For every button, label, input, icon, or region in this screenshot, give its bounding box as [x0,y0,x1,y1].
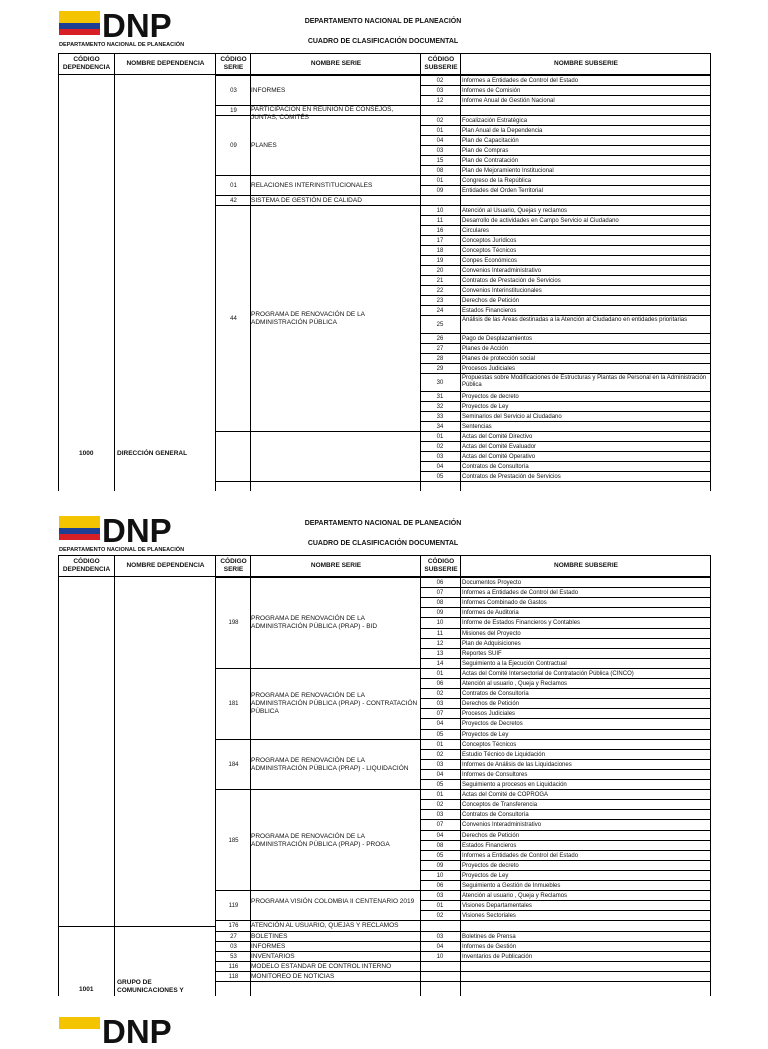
subserie-nombre: Conceptos Técnicos [462,741,517,748]
classification-table [58,555,711,996]
subserie-codigo: 08 [436,600,444,607]
subserie-codigo: 01 [436,903,444,910]
subserie-codigo: 27 [436,346,444,352]
serie-nombre: SISTEMA DE GESTIÓN DE CALIDAD [251,197,362,204]
subserie-codigo: 14 [436,660,444,667]
subserie-nombre: Convenios Interadministrativo [462,268,542,274]
subserie-nombre: Convenios Interinstitucionales [462,288,542,294]
subserie-codigo: 01 [436,434,444,440]
subserie-row [421,373,711,392]
subserie-nombre: Derechos de Petición [462,298,520,304]
serie-nombre: INFORMES [251,87,286,94]
subserie-nombre: Informes de Consultores [462,771,528,778]
subserie-codigo: 02 [436,691,444,698]
subserie-codigo: 20 [436,268,444,274]
serie-nombre: PROGRAMA DE RENOVACIÓN DE LA ADMINISTRACIÓN PÚBLICA (PRAP) - LIQUIDACIÓN [251,756,409,772]
subserie-codigo: 02 [436,802,444,809]
subserie-row [421,315,711,334]
subserie-nombre: Visiones Departamentales [462,903,532,910]
document-title: DEPARTAMENTO NACIONAL DE PLANEACIÓN [304,520,462,527]
subserie-nombre: Misiones del Proyecto [462,630,521,637]
subserie-codigo: 04 [436,771,444,778]
subserie-nombre: Atención al Usuario, Quejas y reclamos [462,208,568,214]
serie-codigo: 118 [228,973,239,980]
subserie-codigo: 03 [436,454,444,460]
subserie-codigo: 24 [436,308,444,314]
subserie-codigo: 07 [436,711,444,718]
subserie-codigo: 16 [436,228,444,234]
subserie-codigo: 03 [436,933,444,940]
subserie-nombre: Sentencias [462,424,492,430]
subserie-nombre: Circulares [462,228,490,234]
subserie-codigo: 05 [436,852,444,859]
serie-nombre: RELACIONES INTERINSTITUCIONALES [251,182,373,189]
svg-text:DNP: DNP [102,1013,172,1049]
subserie-codigo: 03 [436,893,444,900]
subserie-nombre: Contratos de Consultoría [462,812,529,819]
subserie-codigo: 09 [436,188,444,194]
serie-block [216,577,421,669]
subserie-codigo: 01 [436,792,444,799]
document-subtitle: CUADRO DE CLASIFICACIÓN DOCUMENTAL [307,540,459,547]
subserie-nombre: Informe de Estados Financieros y Contables [462,620,581,627]
document-page-1 [0,0,768,495]
subserie-nombre: Desarrollo de actividades en Campo Servicio al Ciudadano [462,218,619,224]
serie-codigo: 44 [230,316,237,322]
subserie-nombre: Atención al usuario , Queja y Reclamos [462,681,568,687]
serie-codigo: 19 [230,108,237,114]
subserie-codigo: 05 [436,782,444,788]
subserie-codigo: 08 [436,168,444,174]
subserie-codigo: 17 [436,238,444,244]
table-header [59,556,711,577]
serie-codigo: 01 [230,183,237,189]
serie-nombre: ATENCIÓN AL USUARIO, QUEJAS Y RECLAMOS [251,922,399,930]
header-codigo-dependencia: CÓDIGO DEPENDENCIA [62,56,111,71]
serie-block [216,75,421,106]
document-title: DEPARTAMENTO NACIONAL DE PLANEACIÓN [304,18,462,25]
dnp-logo-partial [59,1013,207,1049]
subserie-nombre: Propuestas sobre Modificaciones de Estructuras y Plantas de Personal en la Administración Pública [462,375,707,388]
serie-block [216,205,421,432]
subserie-nombre: Conpes Económicos [462,258,518,264]
dependencia-codigo: 1000 [79,450,94,457]
subserie-nombre: Congreso de la República [462,178,532,184]
subserie-codigo: 05 [436,474,444,480]
subserie-codigo: 02 [436,118,444,124]
serie-nombre: INFORMES [251,942,286,950]
subserie-nombre: Derechos de Petición [462,701,520,708]
subserie-codigo: 15 [436,158,444,164]
serie-block [216,668,421,740]
serie-codigo: 27 [230,933,237,940]
dependencia-nombre: DIRECCIÓN GENERAL [117,450,188,457]
subserie-codigo: 12 [436,640,444,647]
colombia-flag-icon [59,1013,207,1049]
subserie-codigo: 28 [436,356,444,362]
subserie-nombre: Seminarios del Servicio al Ciudadano [462,414,562,420]
subserie-nombre: Estados Financieros [462,842,517,849]
serie-block [216,739,421,791]
serie-codigo: 184 [228,761,239,768]
subserie-codigo: 10 [436,208,444,214]
subserie-codigo: 10 [436,953,444,960]
subserie-codigo: 01 [436,741,444,748]
subserie-nombre: Informes de Comisión [462,88,521,94]
colombia-flag-icon [59,513,207,555]
subserie-codigo: 02 [436,913,444,920]
subserie-nombre: Plan de Contratación [462,158,519,164]
subserie-nombre: Proyectos de decreto [462,394,519,400]
serie-nombre: PLANES [251,142,277,149]
header-nombre-dependencia: NOMBRE DEPENDENCIA [126,60,205,67]
serie-block [216,431,421,482]
subserie-codigo: 02 [436,444,444,450]
serie-codigo: 181 [228,701,239,708]
subserie-nombre: Contratos de Prestación de Servicios [462,278,561,284]
subserie-nombre: Reportes SUIF [462,650,502,657]
subserie-codigo: 10 [436,872,444,879]
subserie-codigo: 34 [436,424,444,430]
subserie-nombre: Seguimiento a procesos en Liquidación [462,782,567,788]
subserie-nombre: Actas del Comité Evaluador [462,444,537,450]
subserie-nombre: Inventarios de Publicación [462,953,533,960]
subserie-nombre: Plan de Adquisiciones [462,640,521,647]
header-codigo-serie: CÓDIGO SERIE [220,558,247,573]
subserie-codigo: 32 [436,404,444,410]
subserie-codigo: 01 [436,178,444,184]
header-nombre-dependencia: NOMBRE DEPENDENCIA [126,562,205,569]
subserie-codigo: 03 [436,148,444,154]
serie-block [216,890,421,921]
subserie-nombre: Seguimiento a Gestión de Inmuebles [462,883,561,889]
subserie-nombre: Estudio Técnico de Liquidación [462,751,545,758]
serie-nombre: PROGRAMA DE RENOVACIÓN DE LA ADMINISTRACIÓN PÚBLICA (PRAP) - BID [251,615,378,631]
subserie-codigo: 01 [436,128,444,134]
serie-codigo: 03 [230,88,237,94]
subserie-codigo: 19 [436,258,444,264]
header-codigo-subserie: CÓDIGO SUBSERIE [424,558,458,573]
subserie-nombre: Boletines de Prensa [462,933,516,940]
serie-nombre: MODELO ESTANDAR DE CONTROL INTERNO [251,962,392,970]
header-nombre-serie: NOMBRE SERIE [310,60,362,67]
subserie-nombre: Atención al usuario , Queja y Reclamos [462,893,568,900]
dependencia-codigo: 1001 [79,986,94,993]
subserie-codigo: 26 [436,336,444,342]
dependencia-nombre: GRUPO DE COMUNICACIONES Y [117,979,184,994]
subserie-codigo: 30 [436,380,444,386]
serie-codigo: 119 [228,903,239,910]
subserie-codigo: 04 [436,721,444,728]
table-header [59,54,711,75]
subserie-nombre: Focalización Estratégica [462,118,528,124]
subserie-codigo: 02 [436,751,444,758]
subserie-nombre: Proyectos de Ley [462,404,509,410]
subserie-nombre: Informes Combinado de Gastos [462,600,547,607]
subserie-nombre: Conceptos de Transferencia [462,802,538,809]
subserie-nombre: Proyectos de Decretos [462,721,523,728]
subserie-codigo: 29 [436,366,444,372]
subserie-codigo: 18 [436,248,444,254]
serie-nombre: PROGRAMA DE RENOVACIÓN DE LA ADMINISTRACIÓN PÚBLICA (PRAP) - CONTRATACIÓN PÚBLICA [251,692,418,716]
subserie-nombre: Derechos de Petición [462,832,520,839]
header-nombre-serie: NOMBRE SERIE [310,562,362,569]
subserie-codigo: 03 [436,812,444,819]
serie-nombre: PARTICIPACIÓN EN REUNIÓN DE CONSEJOS, JUNTAS, COMITÉS [251,106,394,121]
logo-subtitle: DEPARTAMENTO NACIONAL DE PLANEACIÓN [59,42,185,48]
subserie-codigo: 09 [436,610,444,617]
subserie-codigo: 11 [436,218,444,224]
subserie-nombre: Seguimiento a la Ejecución Contractual [462,660,567,667]
subserie-codigo: 06 [436,883,444,889]
subserie-codigo: 07 [436,590,444,597]
subserie-codigo: 04 [436,138,444,144]
document-subtitle: CUADRO DE CLASIFICACIÓN DOCUMENTAL [307,38,459,45]
header-nombre-subserie: NOMBRE SUBSERIE [554,562,618,569]
subserie-nombre: Entidades del Orden Territorial [462,188,543,194]
subserie-codigo: 13 [436,650,444,657]
subserie-nombre: Informes de Análisis de las Liquidaciones [462,761,572,768]
subserie-nombre: Conceptos Técnicos [462,248,517,254]
subserie-codigo: 08 [436,842,444,849]
subserie-codigo: 25 [436,322,444,328]
subserie-codigo: 23 [436,298,444,304]
logo-text: DNP [102,7,172,44]
subserie-codigo: 10 [436,620,444,627]
subserie-codigo: 11 [436,630,444,637]
subserie-nombre: Contratos de Consultoría [462,464,529,470]
subserie-codigo: 03 [436,701,444,708]
serie-codigo: 03 [230,943,237,950]
subserie-nombre: Informes de Auditoria [462,610,519,617]
subserie-codigo: 01 [436,670,444,677]
subserie-codigo: 33 [436,414,444,420]
dnp-logo [59,513,207,555]
serie-codigo: 53 [230,953,237,960]
subserie-codigo: 04 [436,832,444,839]
serie-nombre: PROGRAMA VISIÓN COLOMBIA II CENTENARIO 2019 [251,898,415,906]
subserie-nombre: Contratos de Prestación de Servicios [462,474,561,480]
subserie-codigo: 21 [436,278,444,284]
header-codigo-serie: CÓDIGO SERIE [220,56,247,71]
subserie-nombre: Estados Financieros [462,308,517,314]
subserie-nombre: Contratos de Consultoría [462,691,529,698]
subserie-codigo: 04 [436,943,444,950]
subserie-nombre: Planes de Acción [462,346,509,352]
header-codigo-subserie: CÓDIGO SUBSERIE [424,56,458,71]
subserie-nombre: Actas del Comité de COPROGA [462,792,549,799]
subserie-codigo: 12 [436,98,444,104]
document-page-2 [0,505,768,1000]
subserie-nombre: Procesos Judiciales [462,366,516,372]
subserie-nombre: Plan de Capacitación [462,138,519,144]
subserie-codigo: 03 [436,88,444,94]
subserie-nombre: Conceptos Jurídicos [462,238,517,244]
serie-nombre: PROGRAMA DE RENOVACIÓN DE LA ADMINISTRACIÓN PÚBLICA [251,311,365,326]
subserie-nombre: Informes a Entidades de Control del Estado [462,852,579,859]
subserie-nombre: Informes a Entidades de Control del Estado [462,590,579,597]
dnp-logo [59,8,207,50]
subserie-nombre: Proyectos de Ley [462,731,509,738]
subserie-nombre: Documentos Proyecto [462,580,522,586]
serie-codigo: 198 [228,620,239,627]
subserie-nombre: Convenios Interadministrativo [462,822,542,829]
subserie-codigo: 31 [436,394,444,400]
classification-table [58,53,711,491]
subserie-nombre: Procesos Judiciales [462,711,516,718]
subserie-nombre: Informe Anual de Gestión Nacional [462,98,555,104]
serie-nombre: BOLETINES [251,932,288,940]
subserie-codigo: 06 [436,681,444,687]
serie-codigo: 42 [230,198,237,204]
subserie-nombre: Actas del Comité Operativo [462,454,536,460]
subserie-nombre: Pago de Desplazamientos [462,336,533,342]
serie-block [216,789,421,891]
subserie-nombre: Informes a Entidades de Control del Estado [462,78,579,84]
serie-nombre: MONITOREO DE NOTICIAS [251,972,335,980]
serie-block [216,175,421,196]
subserie-nombre: Plan Anual de la Dependencia [462,128,543,134]
logo-text: DNP [102,512,172,549]
subserie-nombre: Actas del Comité Directivo [462,434,533,440]
subserie-nombre: Visiones Sectoriales [462,913,516,920]
header-codigo-dependencia: CÓDIGO DEPENDENCIA [62,558,111,573]
subserie-nombre: Plan de Mejoramiento Institucional [462,168,554,174]
subserie-nombre: Análisis de las Áreas destinadas a la Atención al Ciudadano en entidades prioritarias [462,317,688,323]
serie-nombre: INVENTARIOS [251,952,295,960]
subserie-codigo: 05 [436,731,444,738]
header-nombre-subserie: NOMBRE SUBSERIE [554,60,618,67]
subserie-codigo: 09 [436,862,444,869]
serie-codigo: 116 [228,963,239,970]
subserie-nombre: Proyectos de Ley [462,872,509,879]
subserie-codigo: 22 [436,288,444,294]
subserie-codigo: 03 [436,761,444,768]
serie-codigo: 176 [228,923,239,930]
subserie-codigo: 04 [436,464,444,470]
subserie-codigo: 06 [436,580,444,586]
subserie-codigo: 07 [436,822,444,829]
subserie-nombre: Informes de Gestión [462,943,517,950]
serie-codigo: 185 [228,837,239,844]
subserie-nombre: Actas del Comité Intersectorial de Contratación Pública (CINCO) [462,670,634,677]
subserie-codigo: 02 [436,78,444,84]
subserie-nombre: Planes de protección social [462,356,536,362]
serie-block [216,115,421,176]
colombia-flag-icon [59,8,207,50]
serie-nombre: PROGRAMA DE RENOVACIÓN DE LA ADMINISTRACIÓN PÚBLICA (PRAP) - PROGA [251,832,390,848]
logo-subtitle: DEPARTAMENTO NACIONAL DE PLANEACIÓN [59,547,185,553]
subserie-nombre: Proyectos de decreto [462,862,519,869]
serie-codigo: 09 [230,143,237,149]
subserie-nombre: Plan de Compras [462,148,509,154]
